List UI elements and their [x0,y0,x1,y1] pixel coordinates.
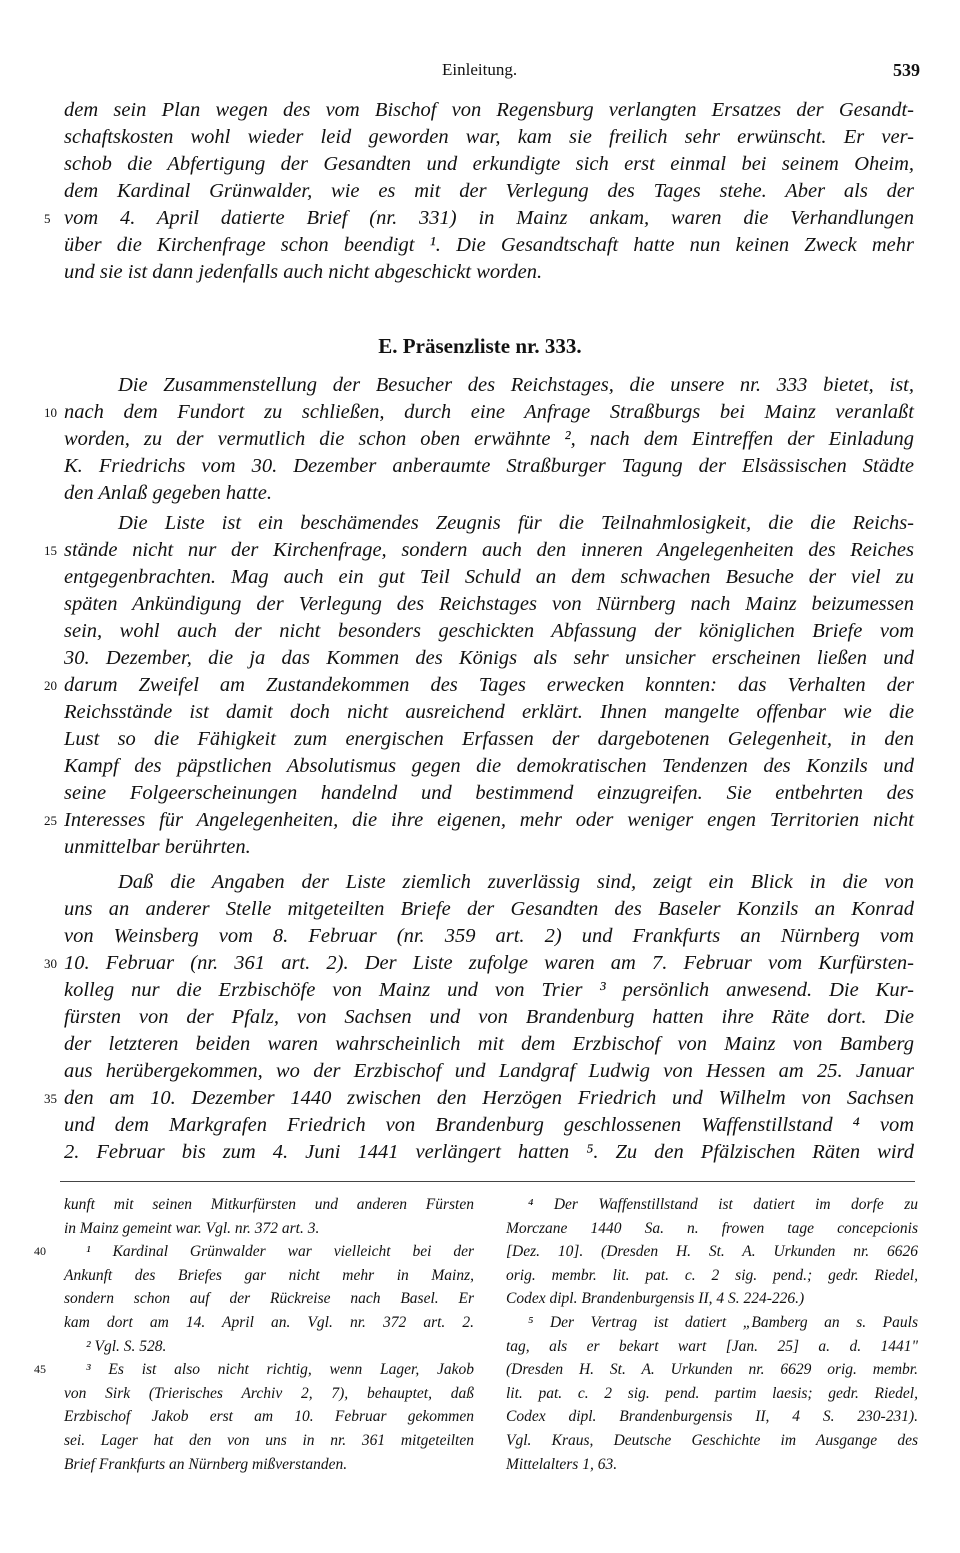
text-line-wrap [44,399,914,426]
text-line: worden, zu der vermutlich die schon oben erwähnte ², nach dem Eintreffen der Einladung [64,428,914,450]
text-line: der letzteren beiden waren wahrscheinlich mit dem Erzbischof von Mainz von Bamberg [64,1033,914,1055]
footnotes-left-column [34,1193,474,1476]
footnote-line: orig. membr. lit. pat. c. 2 sig. pend.; gedr. Riedel, [506,1266,918,1284]
text-line: 10. Februar (nr. 361 art. 2). Der Liste zufolge waren am 7. Februar vom Kurfürsten- [64,952,914,974]
text-line: und sie ist dann jedenfalls auch nicht abgeschickt worden. [64,261,543,283]
text-line-wrap [44,205,914,232]
page-number: 539 [893,60,920,80]
footnote-line: ³ Es ist also nicht richtig, wenn Lager, Jakob [86,1361,474,1379]
footnote-line: Codex dipl. Brandenburgensis II, 4 S. 224-226.) [506,1290,805,1308]
text-line: von Weinsberg vom 8. Februar (nr. 359 art. 2) und Frankfurts an Nürnberg vom [64,925,914,947]
text-line: Lust so die Fähigkeit zum energischen Erfassen der dargebotenen Gelegenheit, in den [64,728,914,750]
text-line: entgegenbrachten. Mag auch ein gut Teil Schuld an dem schwachen Besuche der viel zu [64,566,914,588]
footnote-line: tag, als er bekart wart [Jan. 25] a. d. 1441" [506,1337,918,1355]
footnote-line: Vgl. Kraus, Deutsche Geschichte im Ausgange des [506,1431,918,1449]
text-line: kolleg nur die Erzbischöfe von Mainz und von Trier ³ persönlich anwesend. Die Kur- [64,979,914,1001]
text-line-wrap [44,950,914,977]
text-line-wrap [44,807,914,834]
text-line: schob die Abfertigung der Gesandten und erkundigte sich erst einmal bei seinem Oheim, [64,153,914,175]
text-line: unmittelbar berührten. [64,836,251,858]
footnote-line: ⁵ Der Vertrag ist datiert „Bamberg an s. Pauls [528,1313,918,1331]
paragraph-4 [44,869,914,1166]
text-line: und dem Markgrafen Friedrich von Brandenburg geschlossenen Waffenstillstand ⁴ vom [64,1114,914,1136]
footnote-line: (Dresden H. St. A. Urkunden nr. 6629 orig. membr. [506,1361,918,1379]
text-line: den am 10. Dezember 1440 zwischen den Herzögen Friedrich und Wilhelm von Sachsen [64,1087,914,1109]
footnote-line-number: 40 [34,1244,46,1259]
footnotes-right-column [506,1193,918,1476]
footnote-line: Ankunft des Briefes gar nicht mehr in Mainz, [64,1266,474,1284]
footnote-line: sei. Lager hat den von uns in nr. 361 mitgeteilten [64,1431,474,1449]
footnote-line-wrap [34,1240,474,1264]
text-line: stände nicht nur der Kirchenfrage, sondern auch den inneren Angelegenheiten des Reiches [64,539,914,561]
paragraph-1 [44,97,914,286]
footnote-line: Brief Frankfurts an Nürnberg mißverstanden. [64,1455,348,1473]
footnote-line: lit. pat. c. 2 sig. pend. partim laesis; gedr. Riedel, [506,1384,918,1402]
text-line: Kampf des päpstlichen Absolutismus gegen die demokratischen Tendenzen des Konzils und [64,755,914,777]
footnote-line: kunft mit seinen Mitkurfürsten und anderen Fürsten [64,1196,474,1213]
line-number: 10 [44,405,57,420]
text-line: dem sein Plan wegen des vom Bischof von Regensburg verlangten Ersatzes der Gesandt- [64,99,914,121]
text-line: 30. Dezember, die ja das Kommen des Königs als sehr unsicher erscheinen ließen und [64,647,914,669]
footnote-line: Morczane 1440 Sa. n. frowen tage concepcionis [506,1219,918,1237]
line-number: 5 [44,211,51,226]
text-line-wrap [44,672,914,699]
line-number: 25 [44,813,57,828]
footnote-divider [60,1181,915,1182]
text-line-wrap [44,537,914,564]
text-line: vom 4. April datierte Brief (nr. 331) in Mainz ankam, waren die Verhandlungen [64,207,914,229]
text-line-wrap [44,1085,914,1112]
text-line: sein, wohl auch der nicht besonders geschickten Abfassung der königlichen Briefe vom [64,620,914,642]
line-number: 35 [44,1091,57,1106]
text-line: nach dem Fundort zu schließen, durch eine Anfrage Straßburgs bei Mainz veranlaßt [64,401,914,423]
text-line: uns an anderer Stelle mitgeteilten Briefe der Gesandten des Baseler Konzils an Konrad [64,898,914,920]
text-line: 2. Februar bis zum 4. Juni 1441 verlängert hatten ⁵. Zu den Pfälzischen Räten wird [64,1141,914,1163]
running-title: Einleitung. [442,60,518,79]
footnote-line: sondern schon auf der Rückreise nach Basel. Er [64,1290,474,1308]
text-line: fürsten von der Pfalz, von Sachsen und von Brandenburg hatten ihre Räte dort. Die [64,1006,914,1028]
footnote-line: Erzbischof Jakob erst am 10. Februar gekommen [64,1408,474,1426]
text-line: aus herübergekommen, wo der Erzbischof und Landgraf Ludwig von Hessen am 25. Januar [64,1060,914,1082]
text-line: K. Friedrichs vom 30. Dezember anberaumte Straßburger Tagung der Elsässischen Städte [64,455,914,477]
text-line: Daß die Angaben der Liste ziemlich zuverlässig sind, zeigt ein Blick in die von [118,871,914,893]
text-line: Die Liste ist ein beschämendes Zeugnis für die Teilnahmlosigkeit, die die Reichs- [118,512,914,534]
footnote-line: in Mainz gemeint war. Vgl. nr. 372 art. 3. [64,1219,320,1237]
footnote-line: ⁴ Der Waffenstillstand ist datiert im dorfe zu [528,1196,918,1213]
footnote-line: kam dort am 14. April an. Vgl. nr. 372 art. 2. [64,1313,474,1331]
paragraph-2 [44,372,914,507]
page-header [0,60,960,84]
text-line: dem Kardinal Grünwalder, wie es mit der Verlegung des Tages stehe. Aber als der [64,180,914,202]
text-line: darum Zweifel am Zustandekommen des Tages erwecken konnten: das Verhalten der [64,674,914,696]
text-line: schaftskosten wohl wieder leid geworden war, kam sie freilich sehr erwünscht. Er ver- [64,126,914,148]
line-number: 15 [44,543,57,558]
paragraph-3 [44,510,914,861]
footnote-line: von Sirk (Trierisches Archiv 2, 7), behauptet, daß [64,1384,474,1402]
text-line: über die Kirchenfrage schon beendigt ¹. Die Gesandtschaft hatte nun keinen Zweck mehr [64,234,914,256]
text-line: Reichsstände ist damit doch nicht ausreichend erklärt. Ihnen mangelte offenbar wie die [64,701,914,723]
line-number: 30 [44,956,57,971]
footnote-line: Codex dipl. Brandenburgensis II, 4 S. 230-231). [506,1408,918,1426]
footnote-line: [Dez. 10]. (Dresden H. St. A. Urkunden nr. 6626 [506,1243,918,1261]
text-line: seine Folgeerscheinungen handelnd und bestimmend einzugreifen. Sie entbehrten des [64,782,914,804]
section-heading: E. Präsenzliste nr. 333. [378,334,582,358]
text-line: späten Ankündigung der Verlegung des Reichstages von Nürnberg nach Mainz beizumessen [64,593,914,615]
text-line: Die Zusammenstellung der Besucher des Reichstages, die unsere nr. 333 bietet, ist, [118,374,914,396]
footnote-line: Mittelalters 1, 63. [506,1455,618,1473]
footnote-line: ² Vgl. S. 528. [86,1337,167,1355]
footnote-line-number: 45 [34,1362,46,1377]
text-line: den Anlaß gegeben hatte. [64,482,272,504]
footnote-line-wrap [34,1358,474,1382]
text-line: Interesses für Angelegenheiten, die ihre eigenen, mehr oder weniger engen Territorien nicht [64,809,914,831]
footnote-line: ¹ Kardinal Grünwalder war vielleicht bei der [86,1243,474,1261]
line-number: 20 [44,678,57,693]
